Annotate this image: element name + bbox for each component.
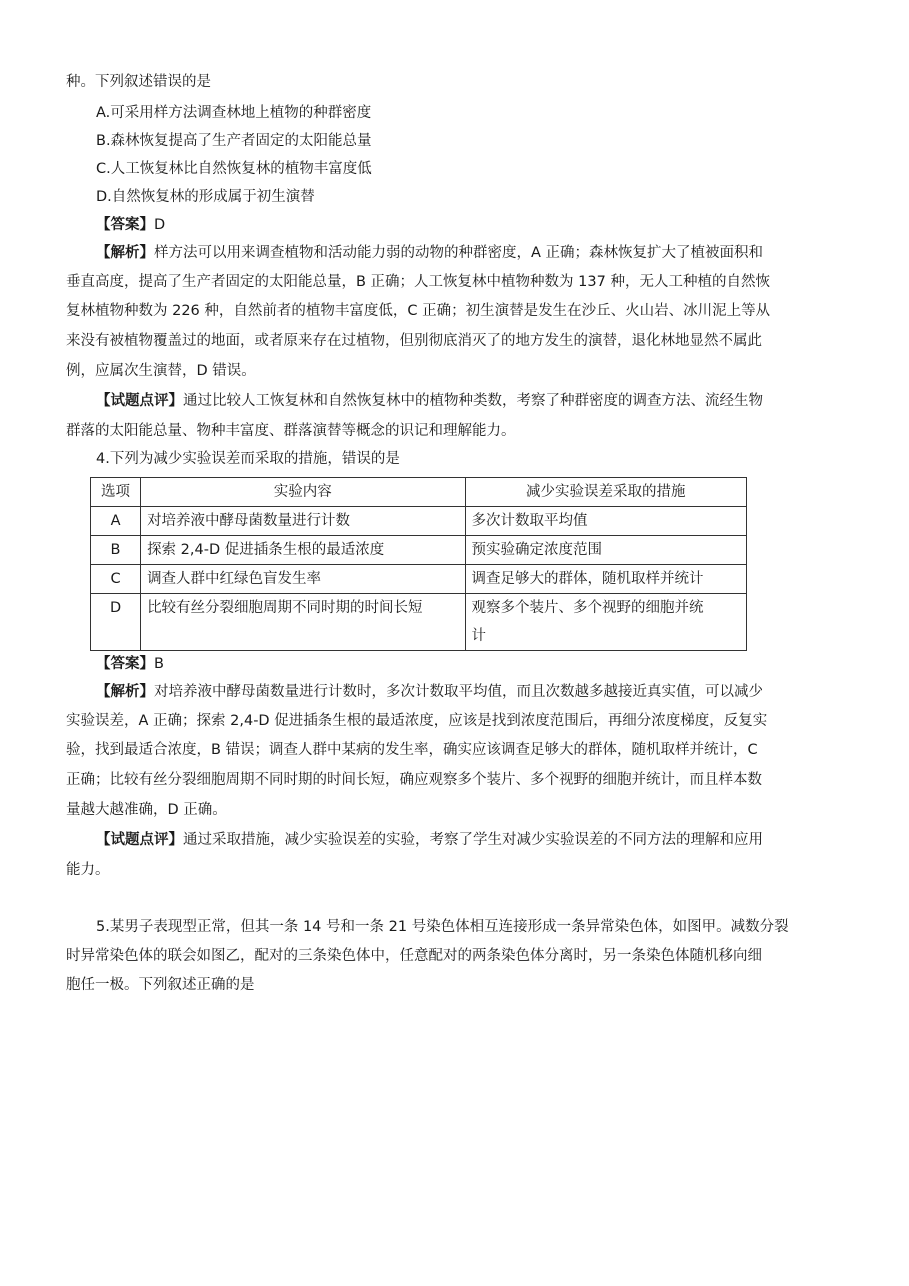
row-measure: 预实验确定浓度范围 <box>465 536 746 565</box>
row-content: 对培养液中酵母菌数量进行计数 <box>141 507 465 536</box>
row-measure-line-2: 计 <box>471 628 487 644</box>
row-measure: 多次计数取平均值 <box>465 507 746 536</box>
q3-answer <box>96 215 165 235</box>
q3-analysis-line-1 <box>96 243 763 263</box>
q4-analysis-line-4: 正确；比较有丝分裂细胞周期不同时期的时间长短，确应观察多个装片、多个视野的细胞并统计，而且样本数 <box>66 772 762 788</box>
q4-analysis-line-3: 验，找到最适合浓度，B 错误；调查人群中某病的发生率，确实应该调查足够大的群体，随机取样并统计，C <box>66 742 758 758</box>
analysis-tag: 【解析】 <box>96 245 154 261</box>
row-measure-line-1: 观察多个装片、多个视野的细胞并统 <box>471 600 704 616</box>
analysis-text: 对培养液中酵母菌数量进行计数时，多次计数取平均值，而且次数越多越接近真实值，可以减少 <box>154 684 763 700</box>
row-content: 调查人群中红绿色盲发生率 <box>141 565 465 594</box>
q4-comment-line-1 <box>96 830 763 850</box>
comment-tag: 【试题点评】 <box>96 832 183 848</box>
q3-analysis-line-4: 来没有被植物覆盖过的地面，或者原来存在过植物，但别彻底消灭了的地方发生的演替，退化林地显然不属此 <box>66 333 762 349</box>
header-measure: 减少实验误差采取的措施 <box>465 478 746 507</box>
comment-tag: 【试题点评】 <box>96 393 183 409</box>
q3-analysis-line-2: 垂直高度，提高了生产者固定的太阳能总量，B 正确；人工恢复林中植物种数为 137 种，无人工种植的自然恢 <box>66 274 770 290</box>
q4-analysis-line-2: 实验误差，A 正确；探索 2,4-D 促进插条生根的最适浓度，应该是找到浓度范围后，再细分浓度梯度，反复实 <box>66 713 768 729</box>
q3-option-a: A.可采用样方法调查林地上植物的种群密度 <box>96 105 372 121</box>
q4-analysis-line-1 <box>96 682 763 702</box>
row-option: D <box>91 594 141 651</box>
q3-option-d: D.自然恢复林的形成属于初生演替 <box>96 189 315 205</box>
row-measure: 调查足够大的群体，随机取样并统计 <box>465 565 746 594</box>
table-header-row <box>91 478 747 507</box>
q4-analysis-line-5: 量越大越准确，D 正确。 <box>66 802 227 818</box>
row-measure <box>465 594 746 651</box>
answer-tag: 【答案】 <box>96 656 154 672</box>
table-row <box>91 536 747 565</box>
comment-text: 通过比较人工恢复林和自然恢复林中的植物种类数，考察了种群密度的调查方法、流经生物 <box>183 393 763 409</box>
q5-stem-line-3: 胞任一极。下列叙述正确的是 <box>66 977 255 993</box>
q5-stem-line-2: 时异常染色体的联会如图乙，配对的三条染色体中，任意配对的两条染色体分离时，另一条染色体随机移向细 <box>66 948 762 964</box>
q3-comment-line-1 <box>96 391 763 411</box>
q3-stem-tail: 种。下列叙述错误的是 <box>66 74 211 90</box>
q3-analysis-line-5: 例，应属次生演替，D 错误。 <box>66 363 256 379</box>
q3-analysis-line-3: 复林植物种数为 226 种，自然前者的植物丰富度低，C 正确；初生演替是发生在沙丘、火山岩、冰川泥上等从 <box>66 303 771 319</box>
q3-comment-line-2: 群落的太阳能总量、物种丰富度、群落演替等概念的识记和理解能力。 <box>66 423 516 439</box>
answer-value: D <box>154 217 166 233</box>
row-content: 比较有丝分裂细胞周期不同时期的时间长短 <box>141 594 465 651</box>
q3-option-c: C.人工恢复林比自然恢复林的植物丰富度低 <box>96 161 372 177</box>
q4-stem: 4.下列为减少实验误差而采取的措施，错误的是 <box>96 451 400 467</box>
comment-text: 通过采取措施，减少实验误差的实验，考察了学生对减少实验误差的不同方法的理解和应用 <box>183 832 763 848</box>
row-option: A <box>91 507 141 536</box>
row-content: 探索 2,4-D 促进插条生根的最适浓度 <box>141 536 465 565</box>
row-option: C <box>91 565 141 594</box>
analysis-tag: 【解析】 <box>96 684 154 700</box>
q3-option-b: B.森林恢复提高了生产者固定的太阳能总量 <box>96 133 372 149</box>
header-option: 选项 <box>91 478 141 507</box>
answer-tag: 【答案】 <box>96 217 154 233</box>
table-row <box>91 594 747 651</box>
analysis-text: 样方法可以用来调查植物和活动能力弱的动物的种群密度，A 正确；森林恢复扩大了植被面积和 <box>154 245 764 261</box>
q4-table <box>90 477 747 651</box>
row-option: B <box>91 536 141 565</box>
answer-value: B <box>154 656 164 672</box>
q4-answer <box>96 654 164 674</box>
table-row <box>91 565 747 594</box>
table-row <box>91 507 747 536</box>
header-content: 实验内容 <box>141 478 465 507</box>
q4-comment-line-2: 能力。 <box>66 862 110 878</box>
q5-stem-line-1: 5.某男子表现型正常，但其一条 14 号和一条 21 号染色体相互连接形成一条异常染色体，如图甲。减数分裂 <box>96 919 789 935</box>
